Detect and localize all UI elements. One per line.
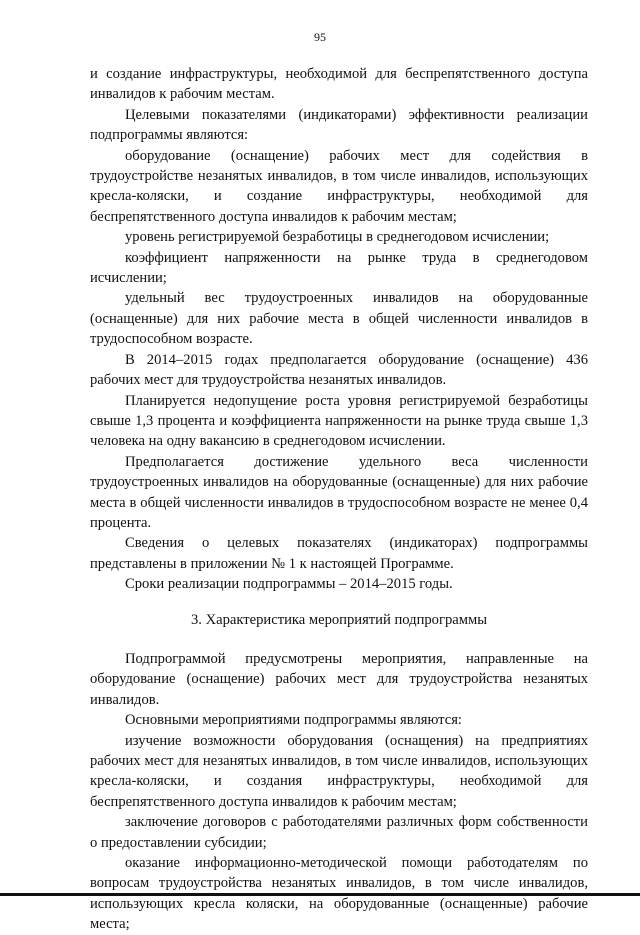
section-heading: 3. Характеристика мероприятий подпрограммы (190, 611, 488, 628)
list-item: оборудование (оснащение) рабочих мест для содействия в трудоустройстве незанятых инвалидов, в том числе инвалидов, использующих кресла-коляски, и создание инфраструктуры, необходимой для беспрепятственного доступа инвалидов к рабочим местам; (90, 147, 588, 225)
document-body (90, 64, 588, 935)
paragraph: Подпрограммой предусмотрены мероприятия, направленные на оборудование (оснащение) рабочих мест для трудоустройства незанятых инвалидов. (90, 650, 588, 708)
paragraph: Предполагается достижение удельного веса численности трудоустроенных инвалидов на оборудованные (оснащенные) для них рабочие места в общей численности инвалидов в трудоспособном возрасте не менее 0,4 процента. (90, 453, 588, 531)
list-item: удельный вес трудоустроенных инвалидов на оборудованные (оснащенные) для них рабочие места в общей численности инвалидов в трудоспособном возрасте. (90, 290, 588, 348)
list-item: коэффициент напряженности на рынке труда в среднегодовом исчислении; (90, 249, 588, 287)
paragraph: Планируется недопущение роста уровня регистрируемой безработицы свыше 1,3 процента и коэффициента напряженности на рынке труда свыше 1,3 человека на одну вакансию в среднегодовом исчислении. (90, 392, 588, 450)
list-item: оказание информационно-методической помощи работодателям по вопросам трудоустройства незанятых инвалидов, в том числе инвалидов, использующих кресла коляски, на оборудованные (оснащенные) рабочие места; (90, 855, 588, 933)
paragraph: Целевыми показателями (индикаторами) эффективности реализации подпрограммы являются: (90, 106, 588, 144)
list-item: заключение договоров с работодателями различных форм собственности о предоставлении субсидии; (90, 814, 588, 851)
paragraph: В 2014–2015 годах предполагается оборудование (оснащение) 436 рабочих мест для трудоустройства незанятых инвалидов. (90, 351, 588, 389)
page-number: 95 (314, 30, 326, 44)
paragraph: Основными мероприятиями подпрограммы являются: (125, 712, 462, 729)
paragraph: Сроки реализации подпрограммы – 2014–2015 годы. (125, 576, 453, 593)
list-item: уровень регистрируемой безработицы в среднегодовом исчислении; (125, 229, 550, 246)
paragraph: и создание инфраструктуры, необходимой для беспрепятственного доступа инвалидов к рабочим местам. (90, 66, 588, 103)
paragraph: Сведения о целевых показателях (индикаторах) подпрограммы представлены в приложении № 1 к настоящей Программе. (90, 535, 588, 572)
list-item: изучение возможности оборудования (оснащения) на предприятиях рабочих мест для незанятых инвалидов, в том числе инвалидов, использующих кресла-коляски, и создания инфраструктуры, необходимой для беспрепятственного доступа инвалидов к рабочим местам; (90, 732, 588, 810)
scan-edge-divider (0, 893, 640, 896)
